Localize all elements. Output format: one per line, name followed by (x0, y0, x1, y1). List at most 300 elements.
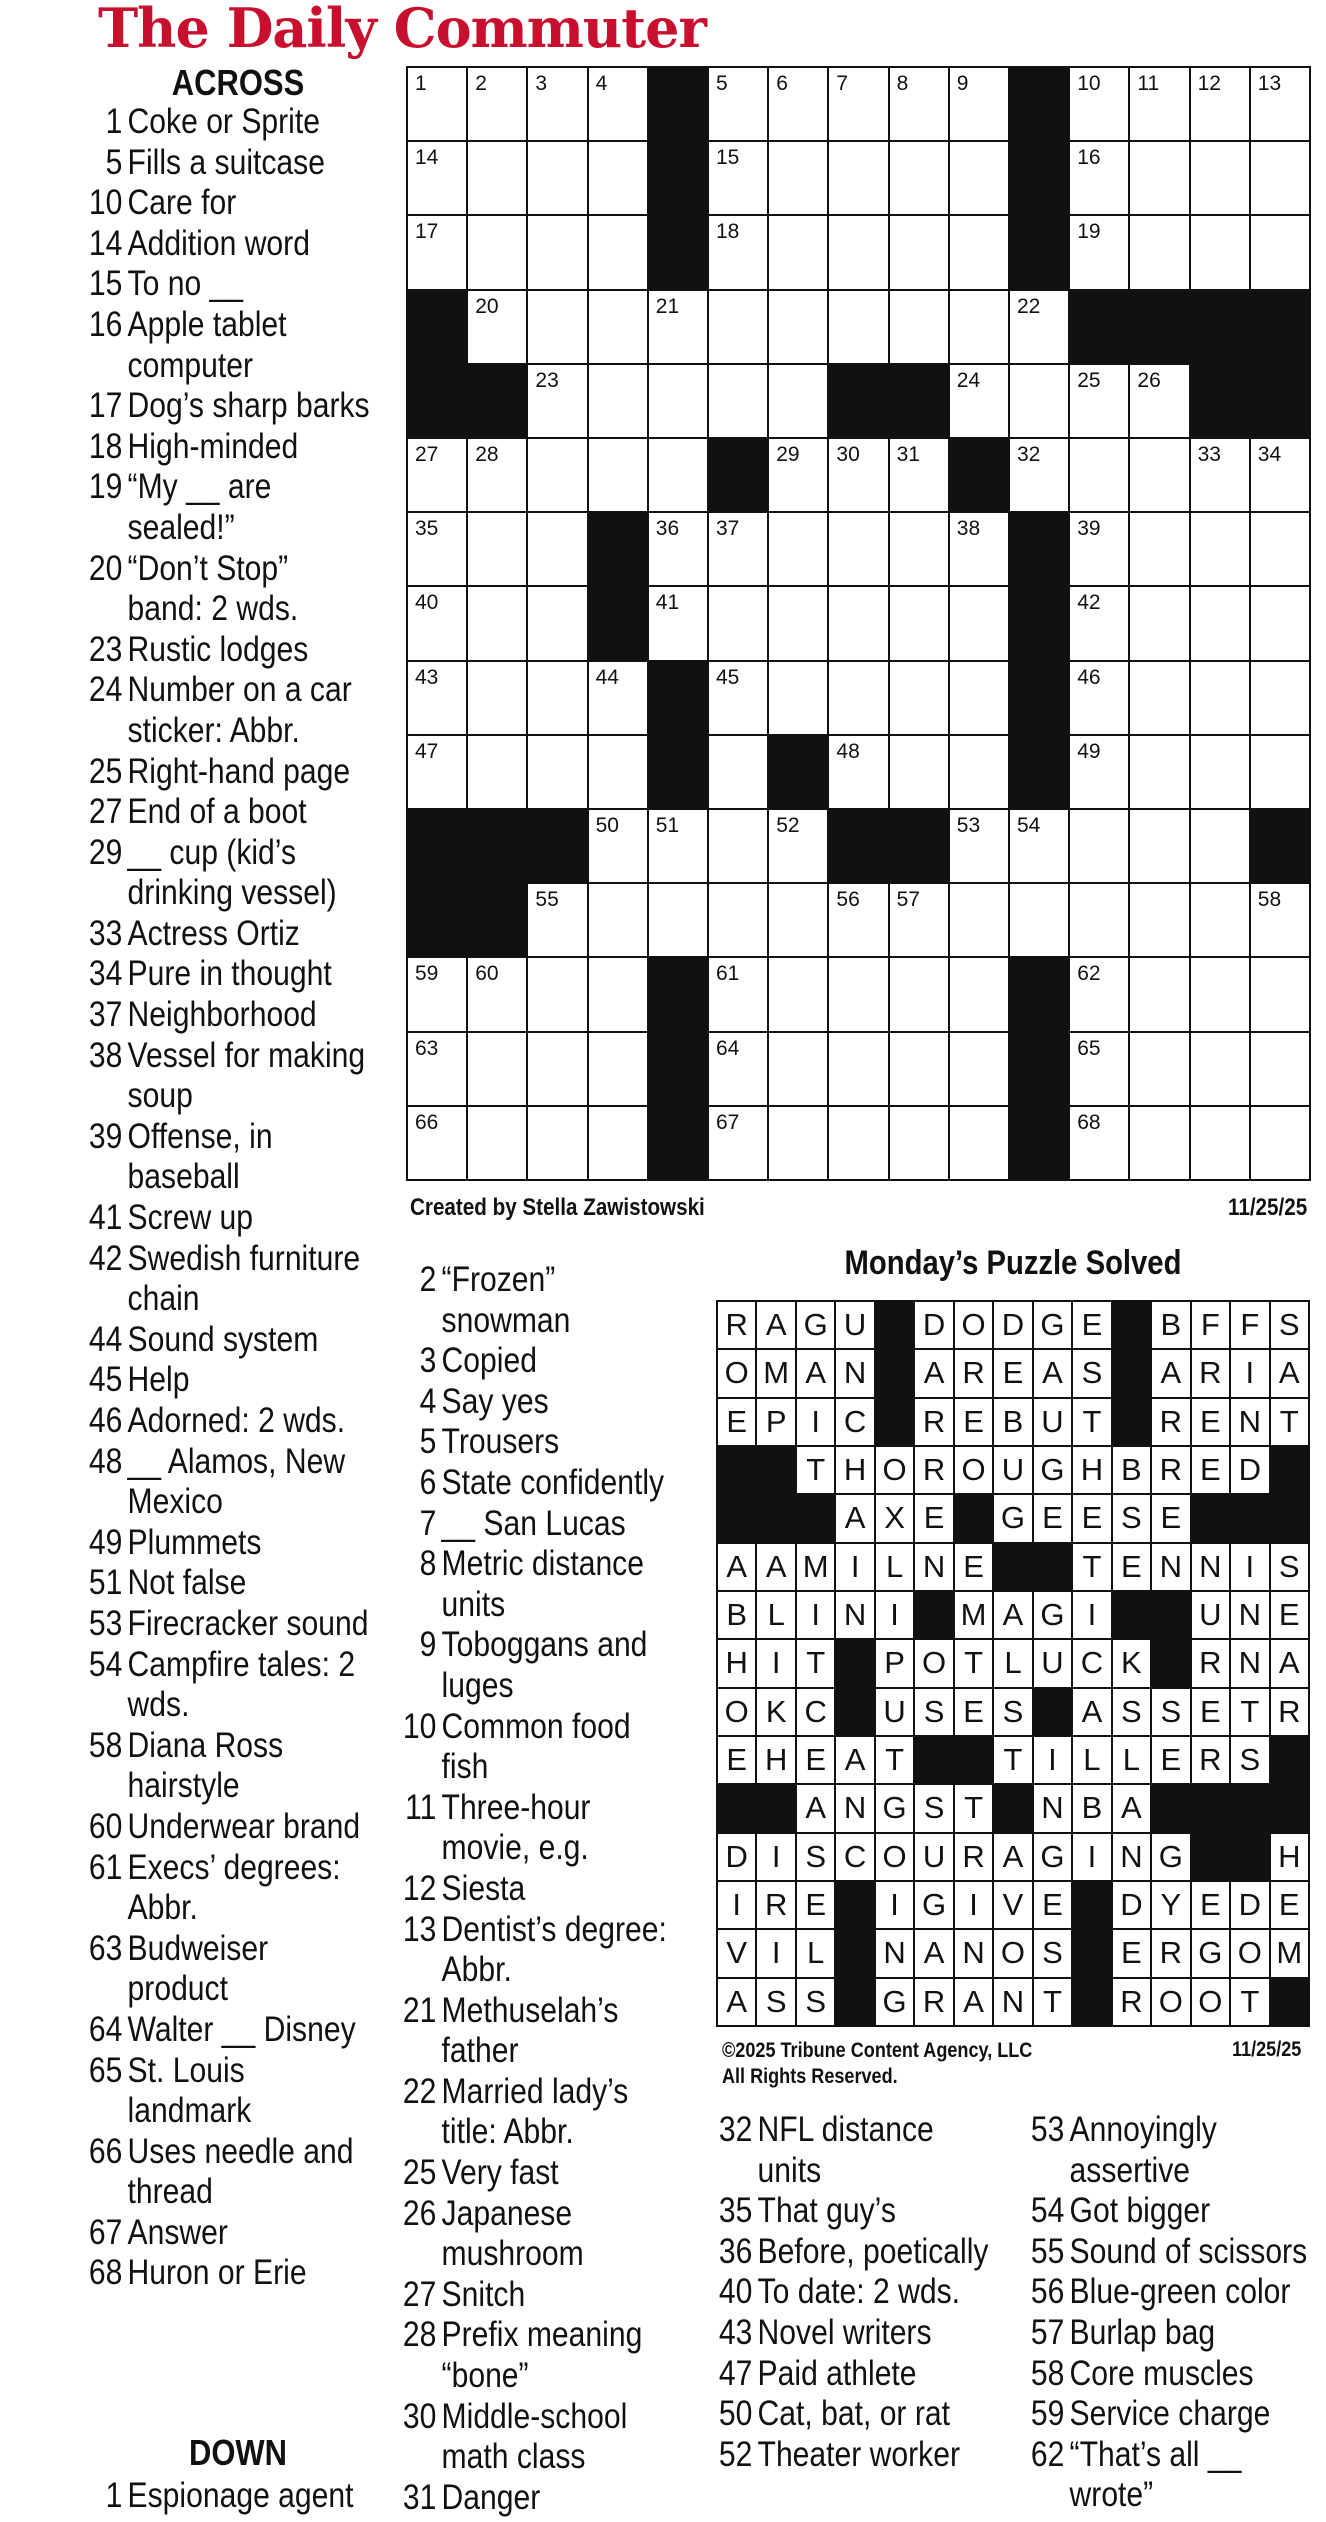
grid-cell[interactable] (1130, 1033, 1188, 1105)
solved-letter: E (1192, 1399, 1229, 1445)
grid-cell[interactable] (769, 365, 827, 437)
grid-cell[interactable] (829, 291, 887, 363)
grid-cell[interactable] (709, 736, 767, 808)
cell-number: 37 (716, 517, 740, 541)
grid-cell[interactable] (829, 736, 887, 808)
clue-item (88, 2010, 372, 2051)
grid-cell[interactable] (1130, 810, 1188, 882)
grid-cell[interactable] (709, 587, 767, 659)
grid-cell[interactable] (950, 513, 1008, 585)
grid-cell[interactable] (408, 216, 466, 288)
grid-cell[interactable] (769, 513, 827, 585)
grid-cell[interactable] (829, 142, 887, 214)
grid-cell[interactable] (709, 68, 767, 140)
grid-cell[interactable] (468, 439, 526, 511)
solved-letter: T (994, 1737, 1031, 1783)
solved-letter: P (876, 1640, 913, 1686)
clue-item (1030, 2110, 1322, 2191)
cell-number: 29 (776, 442, 800, 466)
grid-cell[interactable] (589, 1033, 647, 1105)
grid-cell[interactable] (950, 587, 1008, 659)
grid-cell[interactable] (528, 1033, 586, 1105)
clue-number: 32 (718, 2110, 753, 2149)
grid-cell[interactable] (709, 1033, 767, 1105)
grid-cell[interactable] (1130, 1107, 1188, 1179)
grid-cell[interactable] (1130, 216, 1188, 288)
grid-cell[interactable] (649, 365, 707, 437)
black-square (1010, 662, 1068, 734)
grid-cell[interactable] (1070, 810, 1128, 882)
grid-cell[interactable] (528, 1107, 586, 1179)
grid-cell[interactable] (769, 884, 827, 956)
grid-cell[interactable] (589, 662, 647, 734)
grid-cell[interactable] (709, 958, 767, 1030)
clue-text: Novel writers (757, 2312, 932, 2352)
grid-cell[interactable] (528, 884, 586, 956)
grid-cell[interactable] (528, 216, 586, 288)
clue-number: 19 (88, 467, 123, 507)
grid-cell[interactable] (408, 662, 466, 734)
grid-cell[interactable] (408, 142, 466, 214)
grid-cell[interactable] (769, 1033, 827, 1105)
grid-cell[interactable] (649, 884, 707, 956)
clue-text: Service charge (1069, 2394, 1271, 2434)
grid-cell[interactable] (769, 587, 827, 659)
grid-cell[interactable] (589, 142, 647, 214)
solved-letter: G (1192, 1930, 1229, 1976)
grid-cell[interactable] (1191, 958, 1249, 1030)
grid-cell[interactable] (468, 587, 526, 659)
grid-cell[interactable] (829, 439, 887, 511)
grid-cell[interactable] (1251, 587, 1309, 659)
solved-black-square (1113, 1399, 1150, 1445)
grid-cell[interactable] (1191, 587, 1249, 659)
clue-item (402, 2153, 686, 2194)
grid-cell[interactable] (1070, 513, 1128, 585)
grid-cell[interactable] (950, 736, 1008, 808)
grid-cell[interactable] (950, 142, 1008, 214)
grid-cell[interactable] (890, 662, 948, 734)
solved-black-square (1271, 1447, 1308, 1493)
grid-cell[interactable] (589, 291, 647, 363)
cell-number: 40 (415, 591, 439, 615)
solved-letter: T (1073, 1544, 1110, 1590)
solved-black-square (836, 1689, 873, 1735)
clue-number: 14 (88, 223, 123, 263)
solved-letter: M (757, 1350, 794, 1396)
black-square (528, 810, 586, 882)
solved-letter: N (915, 1544, 952, 1590)
clue-item (88, 1320, 372, 1361)
grid-cell[interactable] (1130, 365, 1188, 437)
solved-letter: N (1113, 1834, 1150, 1880)
across-clue-list (88, 102, 372, 2294)
grid-cell[interactable] (829, 1107, 887, 1179)
grid-cell[interactable] (1130, 142, 1188, 214)
grid-cell[interactable] (1251, 513, 1309, 585)
grid-cell[interactable] (1010, 365, 1068, 437)
grid-cell[interactable] (829, 884, 887, 956)
grid-cell[interactable] (1010, 291, 1068, 363)
grid-cell[interactable] (1191, 68, 1249, 140)
solved-letter: S (757, 1979, 794, 2025)
clue-number: 58 (88, 1725, 123, 1765)
grid-cell[interactable] (950, 68, 1008, 140)
grid-cell[interactable] (1070, 736, 1128, 808)
solved-black-square (836, 1882, 873, 1928)
grid-cell[interactable] (408, 958, 466, 1030)
grid-cell[interactable] (408, 439, 466, 511)
grid-cell[interactable] (890, 884, 948, 956)
grid-cell[interactable] (950, 291, 1008, 363)
cell-number: 42 (1077, 591, 1101, 615)
clue-item (402, 2072, 686, 2153)
grid-cell[interactable] (709, 365, 767, 437)
clue-number: 54 (88, 1644, 123, 1684)
grid-cell[interactable] (528, 68, 586, 140)
black-square (1010, 513, 1068, 585)
grid-cell[interactable] (1191, 662, 1249, 734)
grid-cell[interactable] (829, 958, 887, 1030)
grid-cell[interactable] (1191, 810, 1249, 882)
clue-number: 11 (405, 1787, 437, 1827)
solved-letter: E (1113, 1544, 1150, 1590)
grid-cell[interactable] (1130, 884, 1188, 956)
solved-black-square (876, 1302, 913, 1348)
solved-letter: C (836, 1399, 873, 1445)
clue-text: Copied (441, 1341, 537, 1381)
grid-cell[interactable] (649, 513, 707, 585)
grid-cell[interactable] (1191, 884, 1249, 956)
grid-cell[interactable] (1251, 958, 1309, 1030)
grid-cell[interactable] (649, 810, 707, 882)
grid-cell[interactable] (769, 662, 827, 734)
grid-cell[interactable] (468, 1107, 526, 1179)
clue-item (88, 914, 372, 955)
grid-cell[interactable] (890, 1033, 948, 1105)
cell-number: 12 (1197, 72, 1221, 95)
grid-cell[interactable] (408, 68, 466, 140)
cell-number: 14 (415, 146, 439, 170)
grid-cell[interactable] (769, 142, 827, 214)
grid-cell[interactable] (1251, 1033, 1309, 1105)
cell-number: 28 (475, 442, 499, 466)
grid-cell[interactable] (408, 1033, 466, 1105)
clue-text: Siesta (441, 1868, 526, 1908)
grid-cell[interactable] (1251, 68, 1309, 140)
grid-cell[interactable] (709, 810, 767, 882)
grid-cell[interactable] (1130, 587, 1188, 659)
clue-item (402, 2478, 686, 2519)
grid-cell[interactable] (468, 216, 526, 288)
grid-cell[interactable] (890, 439, 948, 511)
solved-letter: O (1231, 1930, 1268, 1976)
solved-black-square (1113, 1592, 1150, 1638)
solved-letter: S (797, 1834, 834, 1880)
grid-cell[interactable] (1251, 1107, 1309, 1179)
grid-cell[interactable] (1070, 68, 1128, 140)
grid-cell[interactable] (829, 662, 887, 734)
grid-cell[interactable] (950, 958, 1008, 1030)
clue-item (402, 1869, 686, 1910)
grid-cell[interactable] (829, 587, 887, 659)
grid-cell[interactable] (1130, 513, 1188, 585)
grid-cell[interactable] (890, 587, 948, 659)
grid-cell[interactable] (528, 513, 586, 585)
solved-letter: A (1271, 1350, 1308, 1396)
grid-cell[interactable] (709, 1107, 767, 1179)
grid-cell[interactable] (589, 68, 647, 140)
grid-cell[interactable] (589, 365, 647, 437)
grid-cell[interactable] (890, 1107, 948, 1179)
grid-cell[interactable] (528, 662, 586, 734)
solved-letter: D (1113, 1882, 1150, 1928)
clue-number: 23 (88, 629, 123, 669)
solved-letter: U (1034, 1399, 1071, 1445)
grid-cell[interactable] (649, 587, 707, 659)
grid-cell[interactable] (1130, 439, 1188, 511)
grid-cell[interactable] (1070, 1033, 1128, 1105)
grid-cell[interactable] (1251, 884, 1309, 956)
grid-cell[interactable] (829, 68, 887, 140)
grid-cell[interactable] (829, 1033, 887, 1105)
black-square (1010, 736, 1068, 808)
grid-cell[interactable] (1130, 958, 1188, 1030)
grid-cell[interactable] (769, 1107, 827, 1179)
solved-letter: E (955, 1689, 992, 1735)
grid-cell[interactable] (589, 958, 647, 1030)
grid-cell[interactable] (1191, 439, 1249, 511)
grid-cell[interactable] (1130, 68, 1188, 140)
grid-cell[interactable] (1251, 736, 1309, 808)
grid-cell[interactable] (589, 736, 647, 808)
grid-cell[interactable] (1010, 884, 1068, 956)
solved-letter: E (1073, 1302, 1110, 1348)
solved-black-square (1152, 1592, 1189, 1638)
solved-letter: D (1231, 1447, 1268, 1493)
grid-cell[interactable] (950, 662, 1008, 734)
grid-cell[interactable] (468, 958, 526, 1030)
grid-cell[interactable] (528, 958, 586, 1030)
grid-cell[interactable] (1191, 736, 1249, 808)
clue-number: 25 (402, 2153, 437, 2193)
grid-cell[interactable] (950, 1107, 1008, 1179)
solved-letter: K (757, 1689, 794, 1735)
grid-cell[interactable] (769, 958, 827, 1030)
grid-cell[interactable] (528, 365, 586, 437)
clue-number: 63 (88, 1928, 123, 1968)
grid-cell[interactable] (528, 291, 586, 363)
grid-cell[interactable] (528, 587, 586, 659)
solved-letter: T (797, 1447, 834, 1493)
grid-cell[interactable] (408, 736, 466, 808)
grid-cell[interactable] (1191, 1033, 1249, 1105)
grid-cell[interactable] (528, 439, 586, 511)
cell-number: 55 (535, 888, 559, 912)
cell-number: 54 (1017, 813, 1041, 837)
clue-text: Rustic lodges (127, 629, 309, 669)
grid-cell[interactable] (468, 1033, 526, 1105)
clue-number: 39 (88, 1116, 123, 1156)
grid-cell[interactable] (589, 439, 647, 511)
grid-cell[interactable] (589, 810, 647, 882)
rights-text: All Rights Reserved. (722, 2065, 898, 2088)
grid-cell[interactable] (1070, 365, 1128, 437)
cell-number: 33 (1197, 442, 1221, 466)
solved-letter: E (1271, 1592, 1308, 1638)
clue-number: 6 (419, 1462, 437, 1502)
clue-item (718, 2313, 998, 2354)
grid-cell[interactable] (468, 513, 526, 585)
grid-cell[interactable] (1070, 958, 1128, 1030)
grid-cell[interactable] (649, 291, 707, 363)
grid-cell[interactable] (408, 513, 466, 585)
cell-number: 17 (415, 220, 439, 244)
grid-cell[interactable] (649, 439, 707, 511)
grid-cell[interactable] (709, 513, 767, 585)
grid-cell[interactable] (890, 142, 948, 214)
grid-cell[interactable] (1251, 439, 1309, 511)
black-square (1010, 68, 1068, 140)
clue-item (402, 2397, 686, 2478)
grid-cell[interactable] (1070, 216, 1128, 288)
grid-cell[interactable] (468, 662, 526, 734)
clue-number: 31 (402, 2477, 437, 2517)
clue-item (1030, 2313, 1322, 2354)
grid-cell[interactable] (890, 513, 948, 585)
grid-cell[interactable] (769, 439, 827, 511)
solved-letter: L (1073, 1737, 1110, 1783)
grid-cell[interactable] (829, 513, 887, 585)
grid-cell[interactable] (890, 68, 948, 140)
clue-item (88, 102, 372, 143)
grid-cell[interactable] (829, 216, 887, 288)
grid-cell[interactable] (1191, 513, 1249, 585)
grid-cell[interactable] (1130, 662, 1188, 734)
clue-text: Snitch (441, 2274, 526, 2314)
solved-letter: C (1073, 1640, 1110, 1686)
grid-cell[interactable] (1070, 1107, 1128, 1179)
grid-cell[interactable] (769, 68, 827, 140)
grid-cell[interactable] (468, 142, 526, 214)
grid-cell[interactable] (1070, 142, 1128, 214)
grid-cell[interactable] (1010, 439, 1068, 511)
grid-cell[interactable] (890, 958, 948, 1030)
solved-black-square (1231, 1785, 1268, 1831)
grid-cell[interactable] (950, 365, 1008, 437)
solved-date: 11/25/25 (1232, 2038, 1302, 2061)
grid-cell[interactable] (1191, 1107, 1249, 1179)
grid-cell[interactable] (1191, 142, 1249, 214)
down-header: DOWN (188, 2432, 288, 2473)
clue-item (402, 1422, 686, 1463)
grid-cell[interactable] (528, 736, 586, 808)
solved-letter: H (1073, 1447, 1110, 1493)
cell-number: 61 (716, 962, 740, 986)
grid-cell[interactable] (769, 216, 827, 288)
byline: Created by Stella Zawistowski (410, 1194, 705, 1221)
black-square (890, 365, 948, 437)
solved-letter: U (915, 1834, 952, 1880)
cell-number: 35 (415, 517, 439, 541)
grid-cell[interactable] (890, 216, 948, 288)
grid-cell[interactable] (709, 142, 767, 214)
grid-cell[interactable] (890, 736, 948, 808)
grid-cell[interactable] (709, 291, 767, 363)
grid-cell[interactable] (589, 216, 647, 288)
clue-number: 12 (402, 1868, 437, 1908)
grid-cell[interactable] (709, 884, 767, 956)
clue-item (88, 833, 372, 914)
solved-black-square (1113, 1350, 1150, 1396)
solved-letter: U (1192, 1592, 1229, 1638)
grid-cell[interactable] (950, 884, 1008, 956)
clue-text: Middle-school math class (441, 2396, 628, 2477)
solved-black-square (994, 1785, 1031, 1831)
grid-cell[interactable] (709, 216, 767, 288)
solved-letter: B (994, 1399, 1031, 1445)
grid-cell[interactable] (1070, 439, 1128, 511)
grid-cell[interactable] (1251, 142, 1309, 214)
grid-cell[interactable] (950, 216, 1008, 288)
grid-cell[interactable] (890, 291, 948, 363)
solved-black-square (1034, 1689, 1071, 1735)
grid-cell[interactable] (589, 1107, 647, 1179)
grid-cell[interactable] (408, 587, 466, 659)
black-square (1251, 291, 1309, 363)
clue-text: Neighborhood (127, 995, 317, 1035)
grid-cell[interactable] (1070, 587, 1128, 659)
grid-cell[interactable] (950, 810, 1008, 882)
grid-cell[interactable] (769, 810, 827, 882)
solved-black-square (1192, 1834, 1229, 1880)
cell-number: 31 (896, 442, 920, 466)
grid-cell[interactable] (1130, 736, 1188, 808)
grid-cell[interactable] (468, 291, 526, 363)
cell-number: 2 (475, 72, 487, 95)
grid-cell[interactable] (589, 884, 647, 956)
grid-cell[interactable] (950, 1033, 1008, 1105)
grid-cell[interactable] (1070, 662, 1128, 734)
grid-cell[interactable] (1251, 216, 1309, 288)
grid-cell[interactable] (468, 736, 526, 808)
solved-letter: S (1271, 1302, 1308, 1348)
grid-cell[interactable] (468, 68, 526, 140)
grid-cell[interactable] (408, 1107, 466, 1179)
cell-number: 64 (716, 1036, 740, 1060)
clue-number: 45 (88, 1360, 123, 1400)
clue-item (88, 427, 372, 468)
solved-letter: N (876, 1930, 913, 1976)
grid-cell[interactable] (528, 142, 586, 214)
solved-letter: A (955, 1979, 992, 2025)
solved-letter: O (994, 1930, 1031, 1976)
crossword-grid[interactable] (406, 66, 1311, 1181)
clue-number: 18 (88, 426, 123, 466)
grid-cell[interactable] (1251, 662, 1309, 734)
solved-letter: O (955, 1447, 992, 1493)
grid-cell[interactable] (769, 291, 827, 363)
clue-text: Execs’ degrees: Abbr. (127, 1847, 341, 1928)
grid-cell[interactable] (1070, 884, 1128, 956)
clue-number: 34 (88, 954, 123, 994)
solved-letter: L (757, 1592, 794, 1638)
grid-cell[interactable] (709, 662, 767, 734)
down-clue-list-4 (1030, 2110, 1322, 2516)
solved-letter: R (1152, 1930, 1189, 1976)
grid-cell[interactable] (1191, 216, 1249, 288)
grid-cell[interactable] (1010, 810, 1068, 882)
